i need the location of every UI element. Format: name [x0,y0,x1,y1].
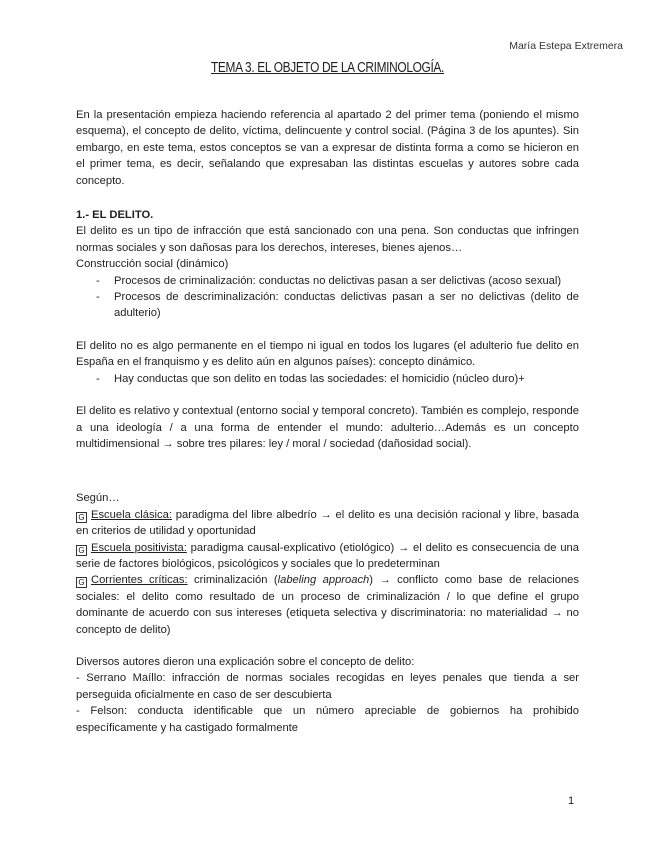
list-item: - Procesos de criminalización: conductas no delictivas pasan a ser delictivas (acoso sexual) [76,273,579,289]
school-clasica [76,507,579,540]
school-text: paradigma del libre albedrío → el delito es una decisión racional y libre, basada en criterios de utilidad y oportunidad [76,508,579,538]
school-name: Escuela positivista: [91,541,187,554]
bullet-list [76,371,579,387]
segun-lead: Según… [76,492,120,505]
school-text: ) → conflicto como base de relaciones sociales: el delito como resultado de un proceso de criminalización / lo que define el grupo dominante de acuerdo con sus intereses (etiqueta selectiva y discriminatoria: no materialidad → no concepto de delito) [76,574,579,636]
delito-definition: El delito es un tipo de infracción que está sancionado con una pena. Son conductas que infringen normas sociales y son dañosas para los derechos, intereses, bienes ajenos… [76,225,579,254]
author-serrano: - Serrano Maíllo: infracción de normas sociales recogidas en leyes penales que tienda a ser perseguida oficialmente en caso de ser descubierta [76,672,579,701]
school-name: Escuela clásica: [91,508,172,521]
author-felson: - Felson: conducta identificable que un número apreciable de gobiernos ha prohibido específicamente y ha castigado formalmente [76,705,579,734]
school-text: paradigma causal-explicativo (etiológico) → el delito es consecuencia de una serie de factores biológicos, psicológicos y sociales que lo predeterminan [76,541,579,570]
checkbox-icon: G [76,545,87,556]
school-criticas [76,572,579,638]
document-body [76,107,579,736]
author-name: María Estepa Extremera [509,40,623,52]
document-title: TEMA 3. EL OBJETO DE LA CRIMINOLOGÍA. [210,60,445,76]
page-number: 1 [568,795,575,807]
school-italic: labeling approach [277,574,370,587]
school-name: Corrientes críticas: [91,574,188,587]
dinamico-paragraph: El delito no es algo permanente en el tiempo ni igual en todos los lugares (el adulterio fue delito en España en el franquismo y es delito aún en algunos países): concepto dinámico. [76,339,579,369]
checkbox-icon: G [76,577,87,588]
bullet-list [76,273,579,322]
list-item: - Hay conductas que son delito en todas las sociedades: el homicidio (núcleo duro)+ [76,371,579,387]
list-item: - Procesos de descriminalización: conductas delictivas pasan a ser no delictivas (delito de adulterio) [76,289,579,322]
relativo-paragraph: El delito es relativo y contextual (entorno social y temporal concreto). También es complejo, responde a una ideología / a una forma de entender el mundo: adulterio…Además es un concepto multidimensional → sobre tres pilares: ley / moral / sociedad (dañosidad social). [76,405,579,450]
school-text: criminalización ( [187,574,278,587]
school-positivista [76,540,579,573]
checkbox-icon: G [76,512,87,523]
authors-lead: Diversos autores dieron una explicación sobre el concepto de delito: [76,655,415,668]
construccion-social: Construcción social (dinámico) [76,258,229,271]
section-heading: 1.- EL DELITO. [76,209,154,222]
intro-paragraph: En la presentación empieza haciendo referencia al apartado 2 del primer tema (poniendo el mismo esquema), el concepto de delito, víctima, delincuente y control social. (Página 3 de los apuntes). Sin embargo, en este tema, estos conceptos se van a expresar de distinta forma a como se hicieron en el primer tema, es decir, señalando que expresaban las distintas escuelas y autores sobre cada concepto. [76,109,579,187]
